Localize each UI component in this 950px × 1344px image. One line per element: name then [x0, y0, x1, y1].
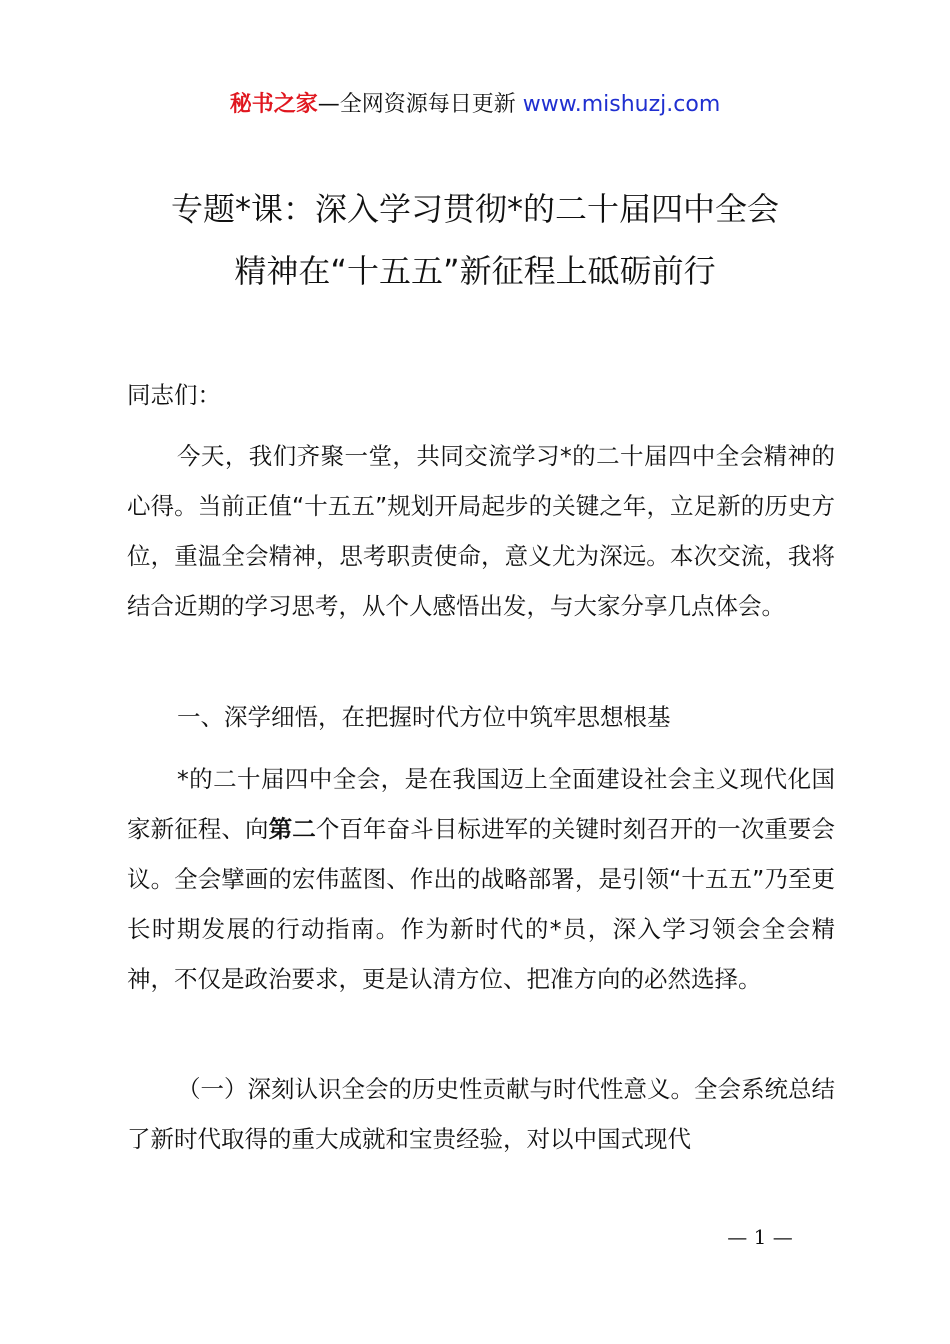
- paragraph-section-1: [127, 754, 835, 1004]
- document-title: [60, 178, 890, 302]
- section-heading-1: 一、深学细悟，在把握时代方位中筑牢思想根基: [177, 703, 671, 731]
- title-line-2: 精神在“十五五”新征程上砥砺前行: [234, 252, 716, 290]
- title-line-1: 专题*课：深入学习贯彻*的二十届四中全会: [170, 190, 779, 228]
- paragraph-section-1-bold: 第二: [268, 815, 316, 843]
- salutation: 同志们：: [127, 381, 221, 409]
- paragraph-section-1-part-b: 个百年奋斗目标进军的关键时刻召开的一次重要会议。全会擘画的宏伟蓝图、作出的战略部署，是引领“十五五”乃至更长时期发展的行动指南。作为新时代的*员，深入学习领会全会精神，不仅是政治要求，更是认清方位、把准方向的必然选择。: [127, 815, 836, 993]
- page-number: — 1 —: [727, 1225, 793, 1249]
- paragraph-subsection-1: （一）深刻认识全会的历史性贡献与时代性意义。全会系统总结了新时代取得的重大成就和宝贵经验，对以中国式现代: [127, 1075, 835, 1153]
- site-tagline: —全网资源每日更新: [317, 92, 523, 117]
- site-url-link[interactable]: www.mishuzj.com: [522, 92, 721, 117]
- site-brand: 秘书之家: [229, 92, 318, 117]
- paragraph-intro: 今天，我们齐聚一堂，共同交流学习*的二十届四中全会精神的心得。当前正值“十五五”规划开局起步的关键之年，立足新的历史方位，重温全会精神，思考职责使命，意义尤为深远。本次交流，我将结合近期的学习思考，从个人感悟出发，与大家分享几点体会。: [127, 442, 835, 620]
- site-header: [0, 88, 950, 122]
- paragraph-section-1-part-a: *的二十届四中全会，是在我国迈上全面建设社会主义现代化国家新征程、向: [127, 765, 835, 843]
